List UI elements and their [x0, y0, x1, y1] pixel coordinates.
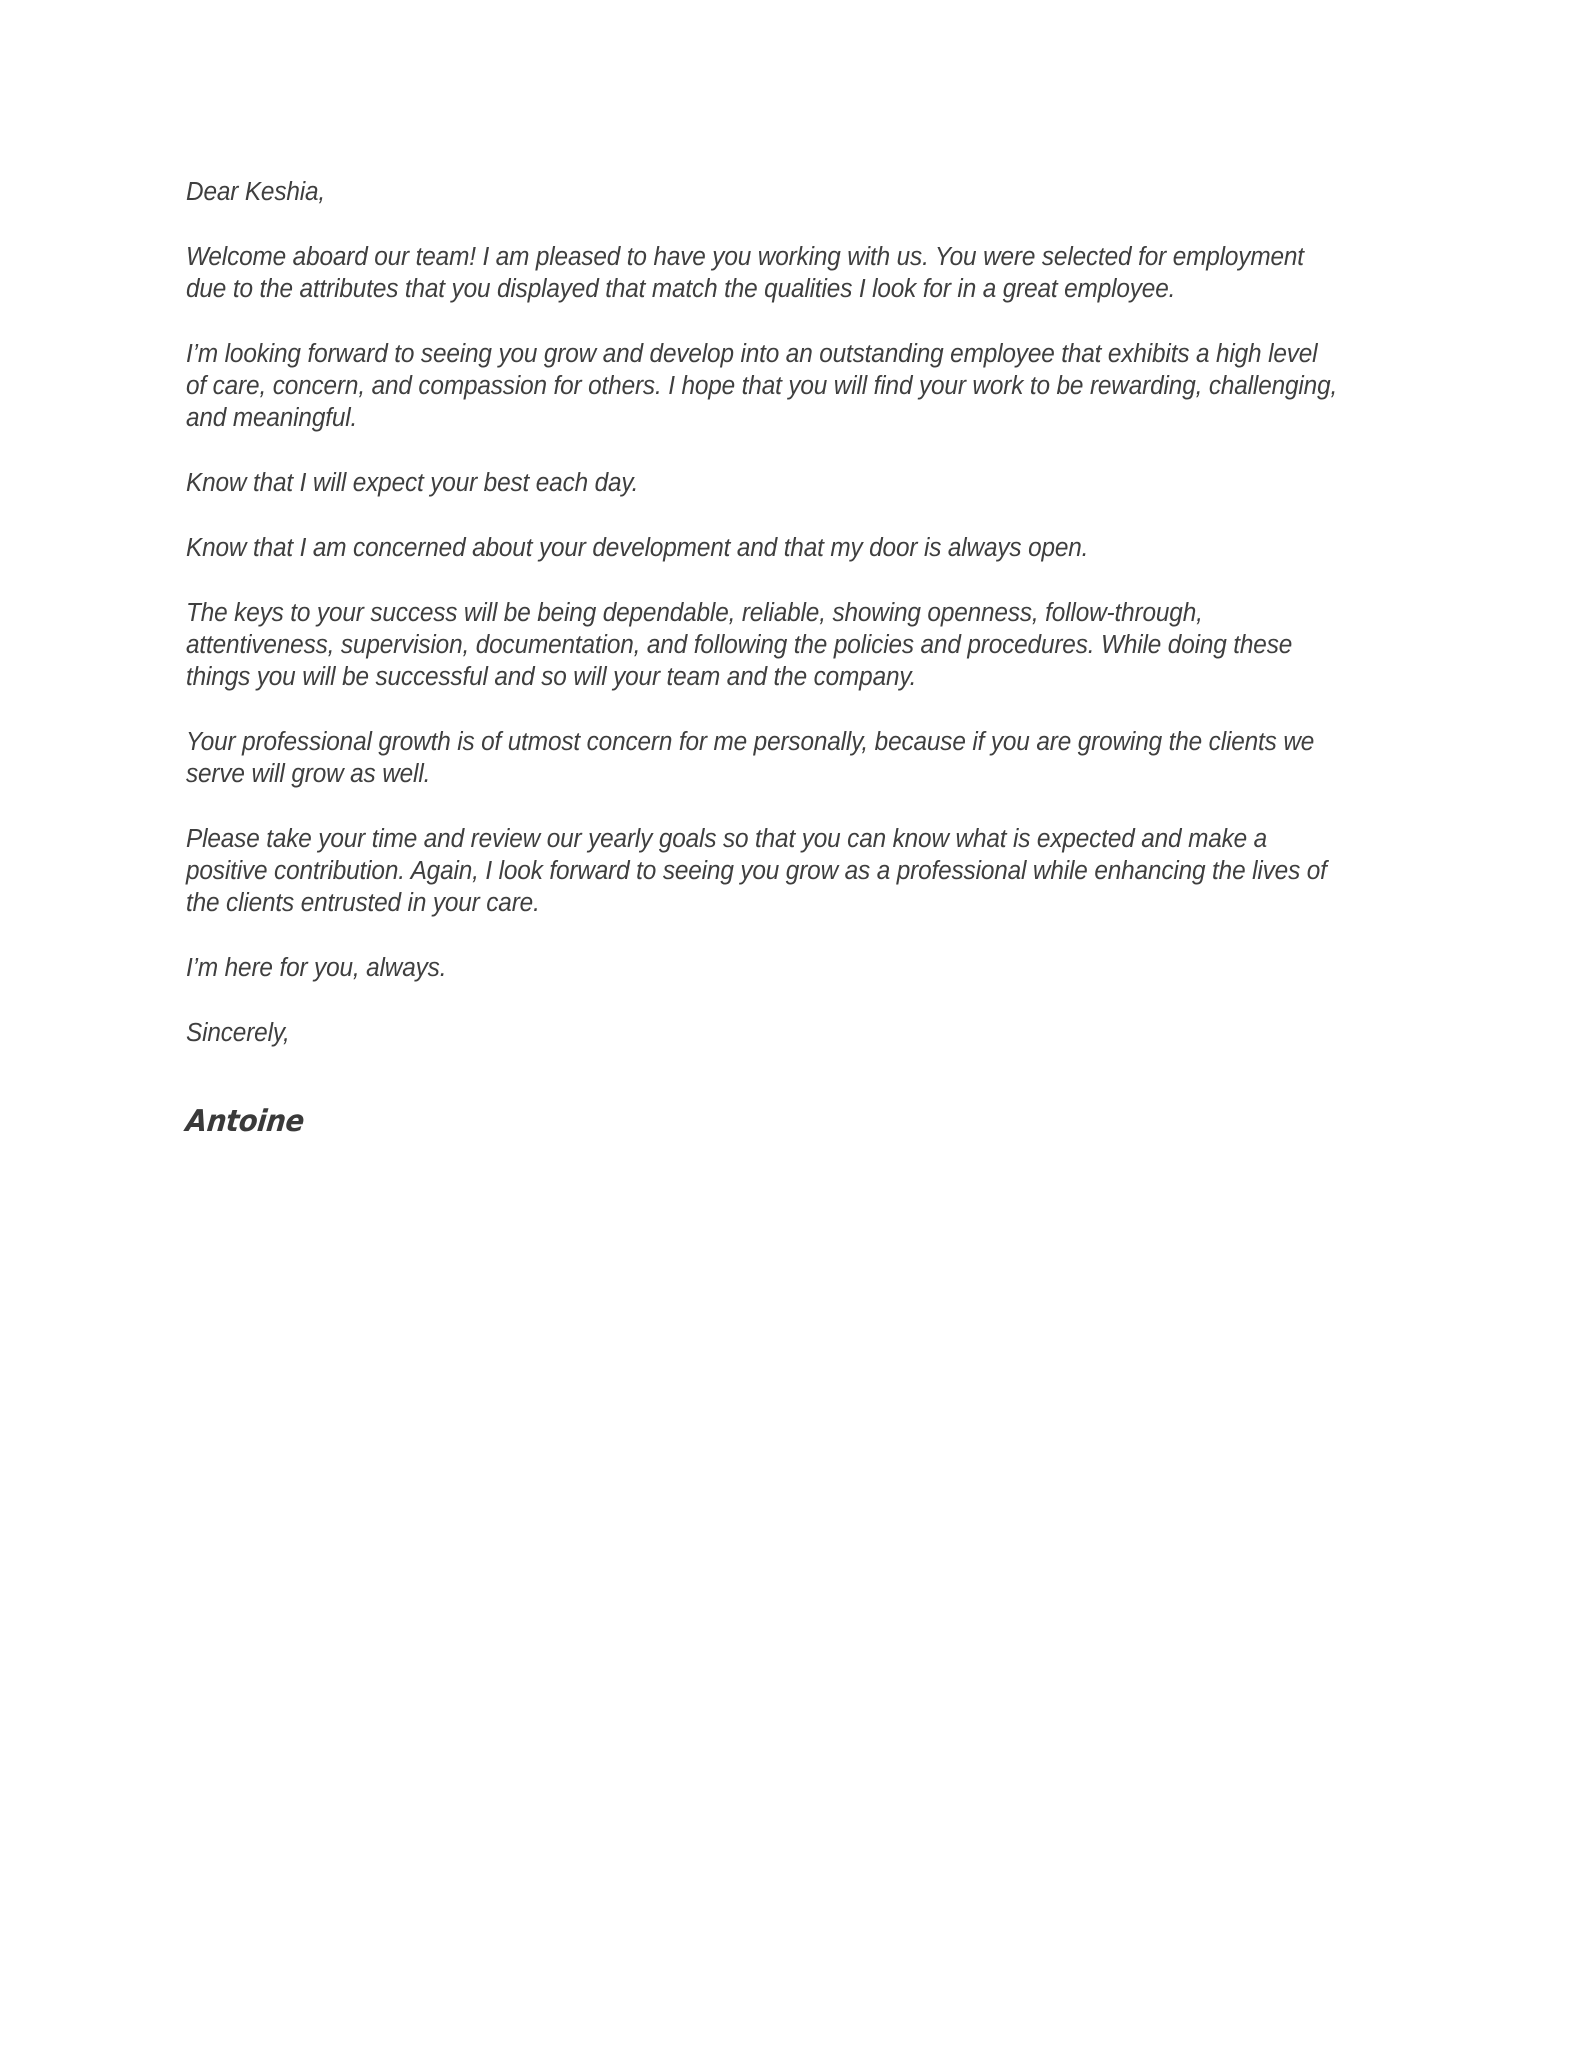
- paragraph-welcome: Welcome aboard our team! I am pleased to have you working with us. You were selected for employment due to the attributes that you displayed that match the qualities I look for in a great employee.: [186, 243, 1304, 303]
- closing-line: Sincerely,: [186, 1019, 290, 1047]
- paragraph-yearly-goals: Please take your time and review our yearly goals so that you can know what is expected and make a positive contribution. Again, I look forward to seeing you grow as a professional while enhancing the lives of the clients entrusted in your care.: [186, 825, 1327, 917]
- signature-name: Antoine: [184, 1104, 306, 1139]
- paragraph-keys-to-success: The keys to your success will be being dependable, reliable, showing openness, follow-through, attentiveness, supervision, documentation, and following the policies and procedures. While doing these things you will be successful and so will your team and the company.: [186, 599, 1293, 691]
- salutation-line: Dear Keshia,: [186, 178, 326, 206]
- paragraph-expect-best: Know that I will expect your best each day.: [186, 469, 639, 497]
- paragraph-looking-forward: I’m looking forward to seeing you grow and develop into an outstanding employee that exhibits a high level of care, concern, and compassion for others. I hope that you will find your work to be rewarding, challenging, and meaningful.: [186, 340, 1338, 432]
- signature-block: [186, 1082, 1396, 1140]
- paragraph-here-for-you: I’m here for you, always.: [186, 954, 447, 982]
- paragraph-professional-growth: Your professional growth is of utmost concern for me personally, because if you are growing the clients we serve will grow as well.: [186, 728, 1315, 788]
- letter-body: [186, 176, 1396, 1140]
- paragraph-door-open: Know that I am concerned about your development and that my door is always open.: [186, 534, 1089, 562]
